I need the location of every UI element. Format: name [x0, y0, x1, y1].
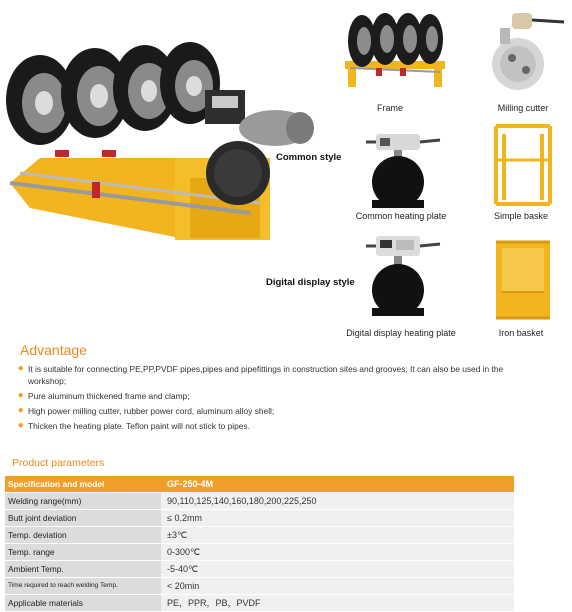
- diamond-bullet-icon: ◆: [18, 365, 24, 372]
- simple-basket-caption: Simple baske: [493, 211, 549, 221]
- common-heating-plate-caption: Common heating plate: [355, 211, 447, 221]
- row-value: -5-40℃: [161, 561, 514, 577]
- table-row: [5, 527, 514, 544]
- row-label: Welding range(mm): [5, 493, 161, 509]
- advantage-title: Advantage: [20, 342, 87, 358]
- common-style-label: Common style: [276, 152, 342, 163]
- table-row: [5, 578, 514, 595]
- diamond-bullet-icon: ◆: [18, 407, 24, 414]
- row-value: < 20min: [161, 578, 514, 594]
- iron-basket-caption: Iron basket: [498, 328, 544, 338]
- milling-cutter-caption: Milling cutter: [497, 103, 549, 113]
- digital-style-label: Digital display style: [266, 277, 355, 288]
- row-value: 0-300℃: [161, 544, 514, 560]
- row-value: PE，PPR，PB，PVDF: [161, 595, 514, 611]
- row-label: Time required to reach welding Temp.: [5, 578, 161, 594]
- table-row: [5, 493, 514, 510]
- table-row: [5, 595, 514, 612]
- header-label: Specification and model: [5, 476, 161, 492]
- advantage-item: ◆ Thicken the heating plate. Teflon paint will not stick to pipes.: [18, 421, 250, 431]
- row-label: Ambient Temp.: [5, 561, 161, 577]
- product-parameters-title: Product parameters: [12, 457, 105, 469]
- advantage-item: ◆ Pure aluminum thickened frame and clamp;: [18, 391, 190, 401]
- advantage-list: [16, 363, 536, 435]
- milling-cutter-image: [488, 8, 568, 98]
- frame-caption: Frame: [376, 103, 403, 113]
- row-label: Applicable materials: [5, 595, 161, 611]
- frame-image: [340, 6, 450, 90]
- digital-heating-plate-caption: Digital display heating plate: [346, 328, 456, 338]
- main-machine-image: [0, 8, 330, 248]
- iron-basket-image: [488, 236, 558, 324]
- row-label: Temp. range: [5, 544, 161, 560]
- row-label: Butt joint deviation: [5, 510, 161, 526]
- table-row: [5, 510, 514, 527]
- row-value: 90,110,125,140,160,180,200,225,250: [161, 493, 514, 509]
- header-model: GF-250-4M: [161, 476, 514, 492]
- common-heating-plate-image: [362, 130, 446, 212]
- diamond-bullet-icon: ◆: [18, 422, 24, 429]
- table-row: [5, 561, 514, 578]
- parameters-table: [5, 476, 514, 612]
- table-header-row: [5, 476, 514, 493]
- table-row: [5, 544, 514, 561]
- row-value: ≤ 0.2mm: [161, 510, 514, 526]
- digital-heating-plate-image: [362, 232, 446, 322]
- advantage-item: ◆ It is suitable for connecting PE,PP,PVDF pipes,pipes and pipefittings in construction sites and grooves; It can also be used in the workshop;: [18, 364, 504, 386]
- row-label: Temp. deviation: [5, 527, 161, 543]
- row-value: ±3℃: [161, 527, 514, 543]
- simple-basket-image: [488, 120, 558, 208]
- diamond-bullet-icon: ◆: [18, 392, 24, 399]
- advantage-item: ◆ High power milling cutter, rubber power cord, aluminum alloy shell;: [18, 406, 275, 416]
